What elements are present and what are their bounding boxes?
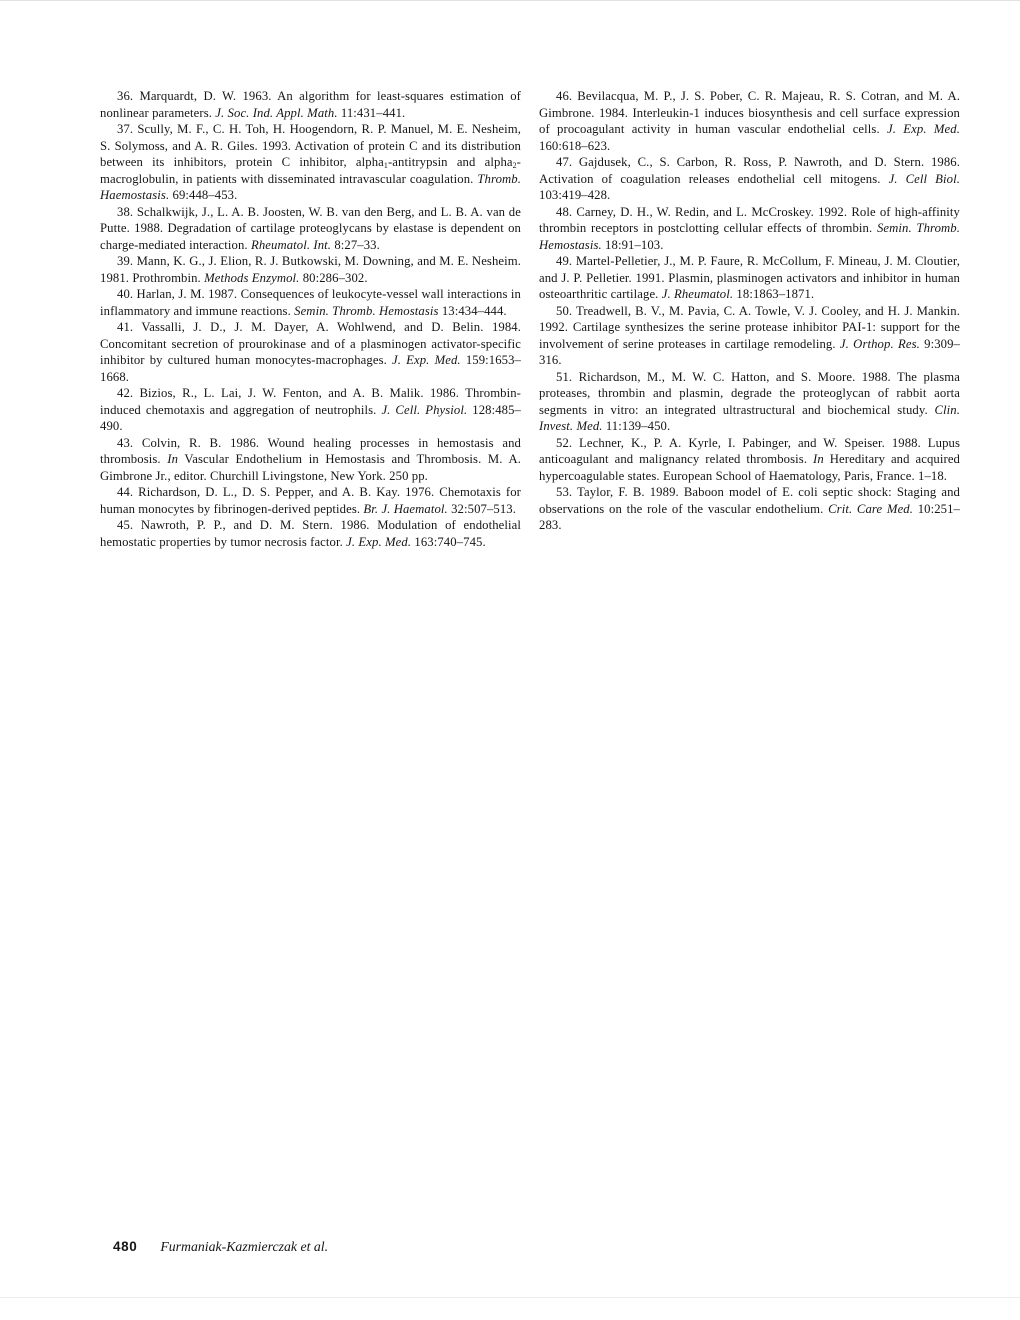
reference-item bbox=[100, 484, 521, 517]
references-left-column bbox=[100, 88, 521, 550]
reference-text: 51. Richardson, M., M. W. C. Hatton, and S. Moore. 1988. The plasma proteases, thrombin and plasmin, degrade the proteoglycan of rabbit aorta segments in vitro: an integrated ultrastructural and biochemical study. bbox=[539, 369, 960, 417]
reference-text: 9:309–316. bbox=[539, 336, 960, 367]
reference-journal: J. Orthop. Res. bbox=[839, 336, 920, 351]
reference-text: -macroglobulin, in patients with disseminated intravascular coagulation. bbox=[100, 155, 521, 186]
reference-text: 37. Scully, M. F., C. H. Toh, H. Hoogendorn, R. P. Manuel, M. E. Nesheim, S. Solymoss, and A. R. Giles. 1993. Activation of protein C and its distribution between its inhibitors, protein C inhibitor, alpha bbox=[100, 122, 521, 169]
reference-item bbox=[539, 204, 960, 254]
reference-item bbox=[100, 385, 521, 435]
reference-text: 103:419–428. bbox=[539, 188, 611, 202]
reference-text: 32:507–513. bbox=[447, 501, 517, 516]
reference-journal: Thromb. Haemostasis. bbox=[100, 171, 521, 202]
references-right-column bbox=[539, 88, 960, 534]
reference-text: 1 bbox=[383, 160, 388, 170]
reference-journal: Methods Enzymol. bbox=[204, 270, 300, 285]
reference-text: 160:618–623. bbox=[539, 138, 611, 153]
reference-journal: Semin. Thromb. Hemostasis. bbox=[539, 221, 960, 252]
running-title: Furmaniak-Kazmierczak et al. bbox=[160, 1239, 329, 1254]
reference-item bbox=[100, 319, 521, 385]
reference-journal: Rheumatol. Int. bbox=[250, 237, 332, 252]
reference-journal: Br. J. Haematol. bbox=[363, 501, 448, 516]
reference-journal: J. Exp. Med. bbox=[392, 353, 461, 367]
reference-item bbox=[539, 303, 960, 369]
reference-text: 41. Vassalli, J. D., J. M. Dayer, A. Wohlwend, and D. Belin. 1984. Concomitant secretion of prourokinase and of a plasminogen activator-specific inhibitor by cultured human monocytes-macrophages. bbox=[100, 320, 521, 367]
reference-item bbox=[539, 369, 960, 435]
reference-text: 11:431–441. bbox=[337, 105, 406, 120]
reference-item bbox=[100, 517, 521, 550]
reference-text: 52. Lechner, K., P. A. Kyrle, I. Pabinger, and W. Speiser. 1988. Lupus anticoagulant and malignancy related thrombosis. bbox=[539, 435, 960, 466]
reference-item bbox=[100, 286, 521, 319]
scan-edge-top bbox=[0, 0, 1020, 1]
reference-text: 43. Colvin, R. B. 1986. Wound healing processes in hemostasis and thrombosis. bbox=[100, 435, 521, 466]
reference-text: 163:740–745. bbox=[411, 534, 486, 549]
reference-journal: In bbox=[167, 452, 179, 466]
reference-journal: J. Exp. Med. bbox=[346, 534, 412, 549]
reference-text: 49. Martel-Pelletier, J., M. P. Faure, R. McCollum, F. Mineau, J. M. Cloutier, and J. P. Pelletier. 1991. Plasmin, plasminogen activators and inhibitor in human osteoarthritic cartilage. bbox=[539, 254, 960, 301]
reference-text: 80:286–302. bbox=[299, 270, 368, 285]
reference-journal: J. Exp. Med. bbox=[887, 122, 960, 136]
reference-text: 44. Richardson, D. L., D. S. Pepper, and A. B. Kay. 1976. Chemotaxis for human monocytes by fibrinogen-derived peptides. bbox=[100, 485, 521, 516]
reference-text: 38. Schalkwijk, J., L. A. B. Joosten, W. B. van den Berg, and L. B. A. van de Putte. 1988. Degradation of cartilage proteoglycans by elastase is dependent on charge-mediated interaction. bbox=[100, 204, 521, 252]
reference-text: 45. Nawroth, P. P., and D. M. Stern. 1986. Modulation of endothelial hemostatic properties by tumor necrosis factor. bbox=[100, 518, 521, 549]
reference-journal: J. Soc. Ind. Appl. Math. bbox=[215, 105, 338, 120]
reference-text: 39. Mann, K. G., J. Elion, R. J. Butkowski, M. Downing, and M. E. Nesheim. 1981. Prothrombin. bbox=[100, 254, 521, 285]
reference-text: 8:27–33. bbox=[331, 237, 380, 252]
reference-text: 18:1863–1871. bbox=[733, 287, 815, 301]
reference-journal: J. Cell. Physiol. bbox=[381, 402, 468, 417]
reference-text: 128:485–490. bbox=[100, 402, 521, 433]
reference-text: Hereditary and acquired hypercoagulable states. European School of Haematology, Paris, France. 1–18. bbox=[539, 452, 960, 483]
reference-text: 18:91–103. bbox=[601, 237, 664, 252]
reference-journal: Clin. Invest. Med. bbox=[539, 402, 960, 433]
reference-text: 10:251–283. bbox=[539, 501, 960, 532]
reference-text: 159:1653–1668. bbox=[100, 353, 521, 384]
reference-text: 47. Gajdusek, C., S. Carbon, R. Ross, P. Nawroth, and D. Stern. 1986. Activation of coagulation releases endothelial cell mitogens. bbox=[539, 155, 960, 186]
reference-text: 36. Marquardt, D. W. 1963. An algorithm for least-squares estimation of nonlinear parameters. bbox=[100, 89, 521, 120]
reference-item bbox=[100, 88, 521, 121]
reference-journal: Semin. Thromb. Hemostasis bbox=[294, 303, 439, 318]
reference-text: 46. Bevilacqua, M. P., J. S. Pober, C. R. Majeau, R. S. Cotran, and M. A. Gimbrone. 1984. Interleukin-1 induces biosynthesis and cell surface expression of procoagulant activity in human vascular endothelial cells. bbox=[539, 89, 960, 136]
reference-text: 69:448–453. bbox=[169, 188, 238, 202]
reference-item bbox=[539, 253, 960, 303]
reference-item bbox=[100, 253, 521, 286]
reference-item bbox=[539, 154, 960, 204]
reference-text: 53. Taylor, F. B. 1989. Baboon model of E. coli septic shock: Staging and observations on the role of the vascular endothelium. bbox=[539, 485, 960, 516]
reference-text: 40. Harlan, J. M. 1987. Consequences of leukocyte-vessel wall interactions in inflammatory and immune reactions. bbox=[100, 287, 521, 318]
reference-text: 48. Carney, D. H., W. Redin, and L. McCroskey. 1992. Role of high-affinity thrombin receptors in postclotting cellular effects of thrombin. bbox=[539, 204, 960, 235]
reference-item bbox=[100, 435, 521, 485]
reference-text: -antitrypsin and alpha bbox=[387, 155, 513, 169]
reference-text: 11:139–450. bbox=[602, 419, 671, 433]
reference-journal: Crit. Care Med. bbox=[828, 501, 914, 516]
reference-text: 13:434–444. bbox=[438, 303, 507, 318]
page-number: 480 bbox=[113, 1239, 138, 1254]
reference-text: 42. Bizios, R., L. Lai, J. W. Fenton, and A. B. Malik. 1986. Thrombin-induced chemotaxis and aggregation of neutrophils. bbox=[100, 386, 521, 417]
reference-journal: J. Rheumatol. bbox=[661, 287, 734, 301]
reference-journal: In bbox=[813, 452, 824, 466]
reference-text: 50. Treadwell, B. V., M. Pavia, C. A. Towle, V. J. Cooley, and H. J. Mankin. 1992. Cartilage synthesizes the serine protease inhibitor PAI-1: support for the involvement of serine proteases in cartilage remodeling. bbox=[539, 303, 960, 351]
reference-journal: J. Cell Biol. bbox=[888, 171, 960, 186]
reference-item bbox=[539, 435, 960, 485]
reference-item bbox=[539, 88, 960, 154]
reference-text: 2 bbox=[512, 160, 517, 170]
reference-item bbox=[100, 121, 521, 204]
reference-item bbox=[539, 484, 960, 534]
page-footer bbox=[113, 1239, 328, 1255]
reference-item bbox=[100, 204, 521, 254]
scan-edge-bottom bbox=[0, 1297, 1020, 1298]
reference-text: Vascular Endothelium in Hemostasis and Thrombosis. M. A. Gimbrone Jr., editor. Churchill Livingstone, New York. 250 pp. bbox=[100, 452, 522, 483]
